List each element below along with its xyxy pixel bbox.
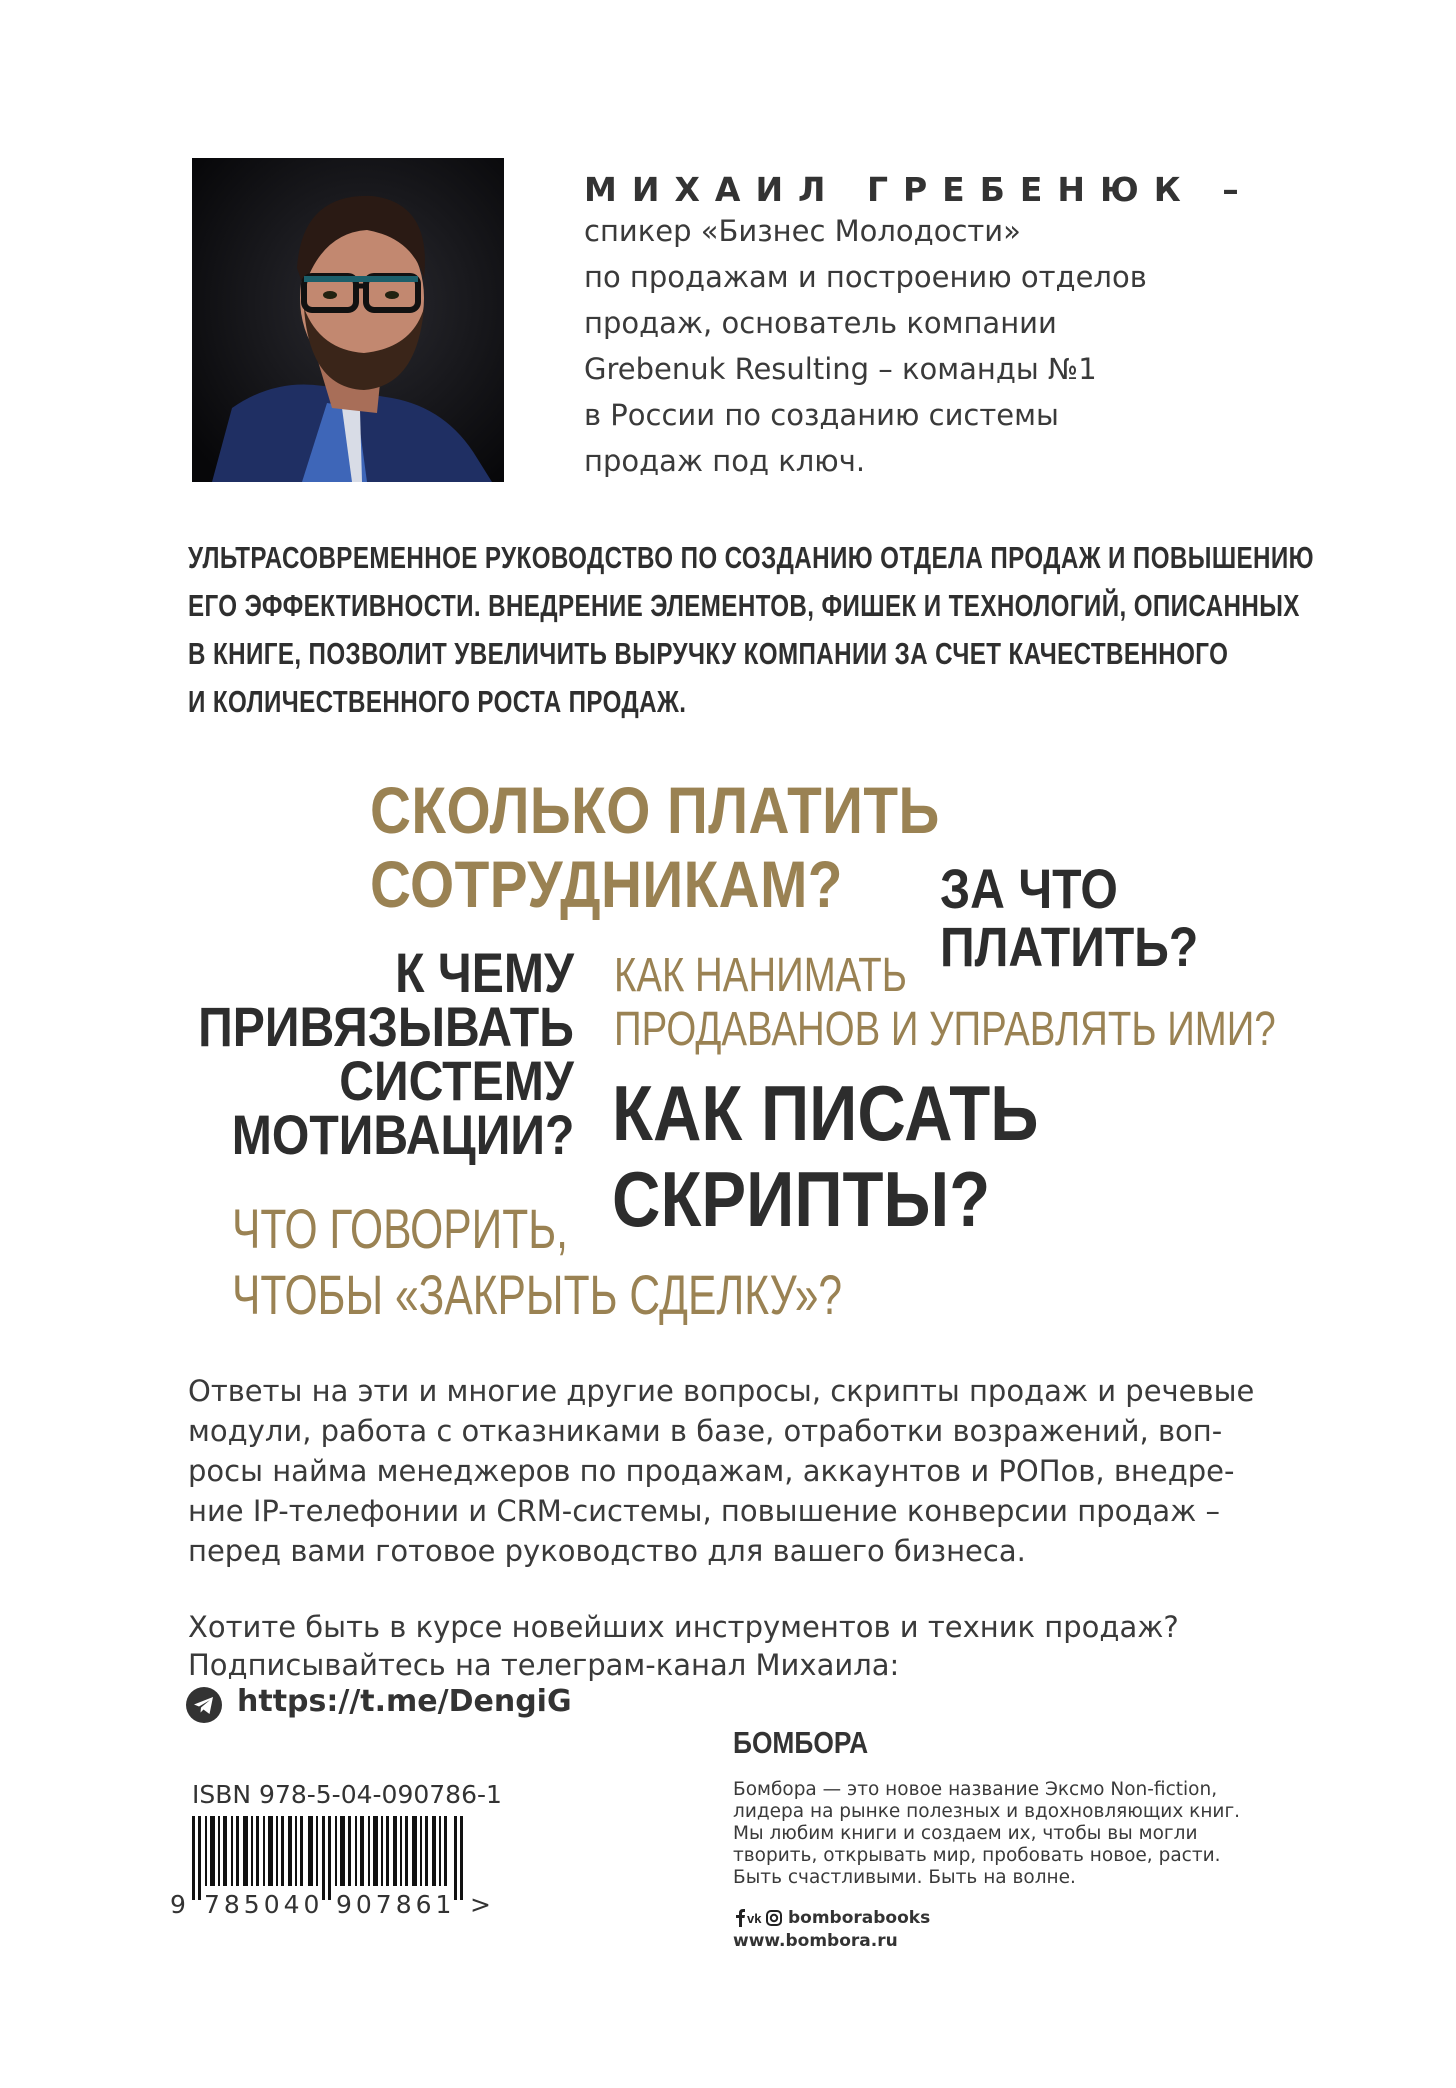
intro-line: УЛЬТРАСОВРЕМЕННОЕ РУКОВОДСТВО ПО СОЗДАНИЮ ОТДЕЛА ПРОДАЖ И ПОВЫШЕНИЮ [188,540,1314,575]
intro-line: И КОЛИЧЕСТВЕННОГО РОСТА ПРОДАЖ. [188,684,687,719]
body-line: росы найма менеджеров по продажам, аккаунтов и РОПов, внедре- [188,1454,1235,1488]
author-bio-line: Grebenuk Resulting – команды №1 [584,352,1097,386]
vk-icon [747,1911,762,1926]
barcode-digit-first: 9 [170,1890,186,1919]
question-motivation: ПРИВЯЗЫВАТЬ [198,995,574,1058]
question-scripts: СКРИПТЫ? [612,1155,991,1243]
question-close-deal: ЧТО ГОВОРИТЬ, [232,1197,568,1260]
social-handle[interactable]: bomborabooks [788,1908,931,1928]
isbn-label: ISBN 978-5-04-090786-1 [192,1780,502,1809]
question-pay-for-what: ПЛАТИТЬ? [940,915,1199,978]
telegram-line: Подписывайтесь на телеграм-канал Михаила: [188,1648,900,1682]
author-photo [192,158,504,482]
question-motivation: СИСТЕМУ [339,1049,574,1112]
intro-line: В КНИГЕ, ПОЗВОЛИТ УВЕЛИЧИТЬ ВЫРУЧКУ КОМПАНИИ ЗА СЧЕТ КАЧЕСТВЕННОГО [188,636,1229,671]
author-bio-line: продаж, основатель компании [584,306,1057,340]
instagram-icon [767,1911,781,1925]
publisher-about-line: Мы любим книги и создаем их, чтобы вы могли [733,1823,1198,1844]
publisher-about-line: Бомбора — это новое название Эксмо Non-fiction, [733,1779,1218,1800]
publisher-name: БОМБОРА [733,1725,869,1760]
publisher-about-line: лидера на рынке полезных и вдохновляющих книг. [733,1801,1241,1822]
question-pay-how-much: СОТРУДНИКАМ? [370,847,843,921]
barcode-digits-right: 907861 [336,1890,456,1919]
intro-line: ЕГО ЭФФЕКТИВНОСТИ. ВНЕДРЕНИЕ ЭЛЕМЕНТОВ, ФИШЕК И ТЕХНОЛОГИЙ, ОПИСАННЫХ [188,588,1300,623]
question-close-deal: ЧТОБЫ «ЗАКРЫТЬ СДЕЛКУ»? [232,1263,843,1326]
author-bio-line: спикер «Бизнес Молодости» [584,214,1021,248]
question-pay-for-what: ЗА ЧТО [940,857,1118,920]
question-hire: КАК НАНИМАТЬ [614,949,907,1002]
question-motivation: МОТИВАЦИИ? [231,1103,574,1166]
author-bio-line: продаж под ключ. [584,444,866,478]
body-line: Ответы на эти и многие другие вопросы, скрипты продаж и речевые [188,1374,1255,1408]
publisher-about-line: Быть счастливыми. Быть на волне. [733,1867,1076,1888]
author-bio-line: по продажам и построению отделов [584,260,1147,294]
svg-text:vk: vk [747,1911,762,1926]
barcode [192,1816,464,1900]
author-name: МИХАИЛ ГРЕБЕНЮК – [584,170,1254,209]
telegram-link[interactable]: https://t.me/DengiG [237,1684,572,1719]
body-line: модули, работа с отказниками в базе, отработки возражений, воп- [188,1414,1223,1448]
question-motivation: К ЧЕМУ [395,941,574,1004]
telegram-line: Хотите быть в курсе новейших инструментов и техник продаж? [188,1610,1179,1644]
facebook-icon [736,1909,745,1927]
author-bio-line: в России по созданию системы [584,398,1059,432]
barcode-digits-left: 785040 [204,1890,324,1919]
social-icons [733,1908,785,1928]
question-hire: ПРОДАВАНОВ И УПРАВЛЯТЬ ИМИ? [614,1003,1276,1056]
question-pay-how-much: СКОЛЬКО ПЛАТИТЬ [370,773,940,847]
publisher-website[interactable]: www.bombora.ru [733,1931,898,1951]
body-line: перед вами готовое руководство для вашего бизнеса. [188,1534,1026,1568]
question-scripts: КАК ПИСАТЬ [612,1069,1039,1157]
barcode-end-marker: > [470,1890,491,1919]
body-line: ние IP-телефонии и CRM-системы, повышение конверсии продаж – [188,1494,1221,1528]
telegram-icon [186,1687,222,1723]
publisher-about-line: творить, открывать мир, пробовать новое, расти. [733,1845,1221,1866]
